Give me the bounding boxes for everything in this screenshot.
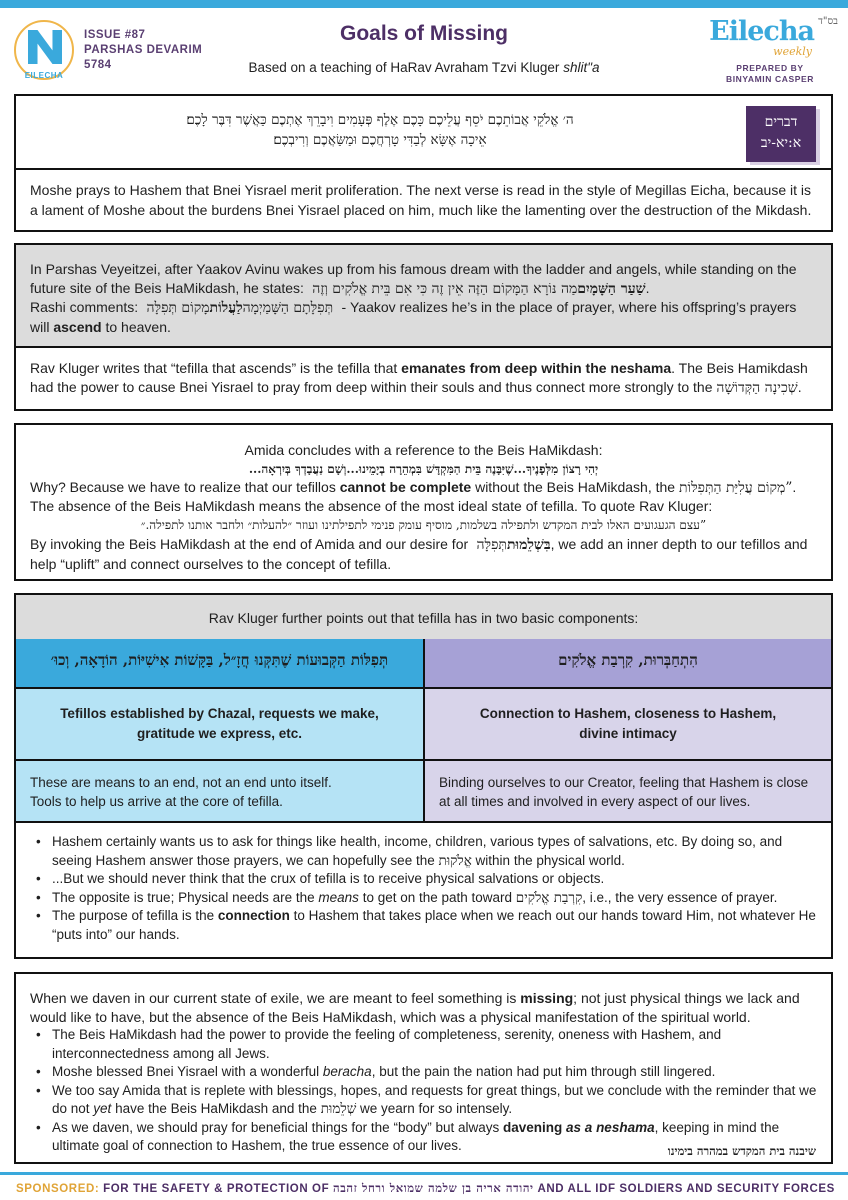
prepared-by bbox=[726, 63, 814, 85]
section-amida bbox=[14, 423, 833, 581]
sponsor-rest: AND ALL IDF SOLDIERS AND SECURITY FORCES bbox=[533, 1183, 835, 1195]
bullet-b4-text: As we daven, we should pray for beneficial things for the “body” but always bbox=[52, 1119, 503, 1135]
list-item bbox=[30, 1082, 817, 1119]
logo-text: EILECHA bbox=[24, 71, 64, 80]
kluger-end: . bbox=[797, 379, 802, 395]
connection-word: connection bbox=[217, 908, 290, 923]
why-text-2: without the Beis HaMikdash, the bbox=[471, 479, 679, 495]
list-item bbox=[30, 889, 817, 908]
missing-intro bbox=[30, 989, 817, 1027]
sponsor-text bbox=[16, 1179, 835, 1199]
column-head-right bbox=[425, 639, 831, 687]
n-logo-icon bbox=[28, 30, 62, 64]
subtitle-honorific: shlit"a bbox=[563, 60, 600, 75]
kluger-hebrew-quote: ”עצם הגעגועים האלו לבית המקדש ולתפילה בשלמות, מוסיף עומק פנימי לתפילתינו ועוזר ״להעלות״ ולחבר אותנו לתפילה.״ bbox=[140, 518, 707, 532]
left-description-line-2: Tools to help us arrive at the core of tefilla. bbox=[30, 794, 283, 809]
right-definition-cell bbox=[425, 689, 831, 759]
bullet-b3-text-2: have the Beis HaMikdash and the bbox=[111, 1101, 321, 1116]
rashi-hebrew-2: תְּפִלָּתָם הַשָּׁמַיְמָה bbox=[242, 300, 338, 316]
veyeitzei-paragraph bbox=[30, 260, 817, 299]
parsha-name: PARSHAS DEVARIM bbox=[84, 44, 203, 56]
bullet-4-text: The purpose of tefilla is the bbox=[52, 908, 218, 923]
veyeitzei-end: . bbox=[645, 280, 650, 296]
sponsor-footer bbox=[0, 1172, 848, 1200]
closing-hebrew: שיבנה בית המקדש במהרה בימינו bbox=[667, 1144, 816, 1158]
right-definition-line-1: Connection to Hashem, closeness to Hashem, bbox=[479, 706, 777, 721]
elokus-hebrew: אֱלֹקוּת bbox=[438, 852, 472, 869]
verse-book: דברים bbox=[764, 114, 798, 130]
invoke-text-1: By invoking the Beis HaMikdash at the end of Amida and our desire for bbox=[30, 536, 473, 552]
left-description-line-1: These are means to an end, not an end unto itself. bbox=[30, 775, 332, 790]
neshama-word: neshama bbox=[596, 1119, 655, 1135]
issue-number: ISSUE #87 bbox=[84, 29, 146, 41]
as-a-words: as a bbox=[566, 1119, 593, 1135]
amida-hebrew-quote: יְהִי רָצוֹן מִלְּפָנֶיךָ...שֶׁיִּבָּנֶה בֵּית הַמִּקְדָּשׁ בִּמְהֵרָה בְיָמֵינוּ...וְשָׁם נַעֲבָדְךָ בְּיִרְאָה... bbox=[248, 462, 599, 476]
section-components bbox=[14, 593, 833, 959]
missing-word: missing bbox=[520, 990, 574, 1006]
shleimus-hebrew: שְׁלֵמוּת bbox=[320, 1101, 357, 1117]
components-intro: Rav Kluger further points out that tefilla has in two basic components: bbox=[208, 610, 639, 626]
bishleimus-hebrew: בִּשְׁלֵמוּת bbox=[506, 537, 551, 553]
list-item bbox=[30, 907, 817, 944]
rashi-end: to heaven. bbox=[101, 319, 171, 335]
makom-aliyas-hebrew: ”מְקוֹם עֲלִיַּת הַתְּפִלּוֹת bbox=[678, 480, 793, 496]
sponsor-names: יהודה אריה בן שלמה שמואל ורחל זהבה bbox=[333, 1181, 534, 1195]
eilecha-logo bbox=[14, 20, 74, 80]
cannot-be-complete: cannot be complete bbox=[339, 479, 472, 495]
yet-word: yet bbox=[93, 1101, 112, 1116]
left-definition-line-1: Tefillos established by Chazal, requests we make, bbox=[60, 706, 379, 721]
left-definition-cell bbox=[16, 689, 425, 759]
prepared-label: PREPARED BY bbox=[736, 63, 804, 73]
missing-intro-text: When we daven in our current state of exile, we are meant to feel something is bbox=[30, 990, 521, 1006]
invoke-paragraph bbox=[30, 535, 817, 574]
column-head-right-hebrew: הִתְחַבְּרוּת, קִרְבַת אֱלֹקִים bbox=[558, 651, 698, 669]
sponsor-for: FOR THE SAFETY & PROTECTION OF bbox=[99, 1183, 333, 1195]
amida-intro: Amida concludes with a reference to the Beis HaMikdash: bbox=[244, 442, 603, 458]
bullet-b2-end: , but the pain the nation had put him through still lingered. bbox=[371, 1064, 716, 1079]
section-missing bbox=[14, 972, 833, 1164]
right-description: Binding ourselves to our Creator, feeling that Hashem is close at all times and involved in every aspect of our lives. bbox=[439, 775, 809, 809]
bullet-3-end: , i.e., the very essence of prayer. bbox=[582, 889, 778, 905]
kirvas-elokim-hebrew: קִרְבַת אֱלֹקִים bbox=[515, 889, 583, 906]
bullet-b4-end: , keeping in mind the ultimate goal of connection to Hashem, the true essence of our lives. bbox=[52, 1119, 780, 1153]
invoke-text-2: , we add an inner depth to our tefillos and help “uplift” and connect ourselves to the concept of tefilla. bbox=[30, 536, 808, 572]
components-divider-4 bbox=[16, 821, 831, 823]
veyeitzei-hebrew: מַה נּוֹרָא הַמָּקוֹם הַזֶּה אֵין זֶה כִּי אִם בֵּית אֱלֹקִים וְזֶה bbox=[307, 281, 578, 297]
verse-box bbox=[14, 94, 833, 232]
brand-sub: weekly bbox=[773, 45, 812, 58]
missing-intro-end: ; not just physical things we lack and would like to have, but the absence of the Beis HaMikdash, which was a physical manifestation of the spiritual world. bbox=[30, 990, 800, 1025]
verse-explanation: Moshe prays to Hashem that Bnei Yisrael merit proliferation. The next verse is read in the style of Megillas Eicha, because it is a lament of Moshe about the burdens Bnei Yisrael placed on him, much like the lamenting over the destruction of the Mikdash. bbox=[30, 182, 812, 218]
why-end: . bbox=[792, 479, 797, 495]
bullet-b3-end: we yearn for so intensely. bbox=[356, 1101, 513, 1116]
verse-line-1: ה׳ אֱלֹקֵי אֲבוֹתֵכֶם יֹסֵף עֲלֵיכֶם כָּכֶם אֶלֶף פְּעָמִים וִיבָרֵךְ אֶתְכֶם כַּאֲשֶׁר דִּבֶּר לָכֶם׃ bbox=[186, 112, 574, 128]
bullet-4-end: to Hashem that takes place when we reach out our hands toward Him, not whatever He “puts into” our hands. bbox=[52, 908, 816, 942]
column-head-left-hebrew: תְּפִלּוֹת הַקְּבוּעוֹת שֶׁתִּקְּנוּ חֲזָ״ל, בַּקָּשׁוֹת אִישִׁיּוֹת, הוֹדָאָה, וְכוּ׳ bbox=[50, 651, 389, 669]
right-definition bbox=[437, 704, 819, 744]
right-description-cell bbox=[425, 761, 831, 821]
left-definition-line-2: gratitude we express, etc. bbox=[136, 726, 303, 741]
footer-accent-line bbox=[0, 1172, 848, 1175]
section-ascend bbox=[14, 243, 833, 411]
rashi-hebrew-1: מָקוֹם תְּפִלָּה bbox=[142, 300, 210, 316]
page-subtitle bbox=[200, 58, 648, 77]
right-definition-line-2: divine intimacy bbox=[579, 726, 677, 741]
ascend-word: ascend bbox=[53, 319, 102, 335]
beracha-word: beracha bbox=[322, 1064, 372, 1079]
list-item: • ...But we should never think that the crux of tefilla is to receive physical salvations or objects. bbox=[30, 870, 817, 889]
rashi-paragraph bbox=[30, 298, 817, 337]
bsd-mark: בס"ד bbox=[818, 16, 838, 27]
davening-word: davening bbox=[503, 1119, 567, 1135]
page-title: Goals of Missing bbox=[339, 22, 509, 45]
shaar-hashamayim: שַׁעַר הַשָּׁמָיִם bbox=[577, 281, 646, 297]
list-item bbox=[30, 833, 817, 870]
list-item bbox=[30, 1063, 817, 1082]
verse-line-2: אֵיכָה אֶשָּׂא לְבַדִּי טָרְחֲכֶם וּמַשַּׂאֲכֶם וְרִיבְכֶם׃ bbox=[273, 132, 487, 148]
means-word: means bbox=[318, 889, 359, 905]
rashi-text: - Yaakov realizes he’s in the place of prayer, where his offspring’s prayers will bbox=[30, 299, 797, 335]
left-description-cell bbox=[16, 761, 425, 821]
verse-hebrew bbox=[106, 110, 654, 150]
subtitle-text: Based on a teaching of HaRav Avraham Tzvi Kluger bbox=[248, 60, 564, 75]
verse-chapter: א:יא-יב bbox=[760, 135, 802, 151]
bullet-3-text: The opposite is true; Physical needs are the bbox=[52, 889, 319, 905]
column-head-left bbox=[16, 639, 425, 687]
bullet-b2-text: Moshe blessed Bnei Yisrael with a wonderful bbox=[52, 1064, 323, 1079]
kluger-ascend-paragraph bbox=[30, 359, 817, 398]
issue-info bbox=[84, 28, 202, 73]
why-text-1: Why? Because we have to realize that our tefillos bbox=[30, 479, 340, 495]
veyeitzei-text: In Parshas Veyeitzei, after Yaakov Avinu wakes up from his famous dream with the ladder and angels, while standing on the future site of the Beis HaMikdash, he states: bbox=[30, 261, 797, 296]
list-item: • The Beis HaMikdash had the power to provide the feeling of completeness, serenity, oneness with Hashem, and interconnectedness among all Jews. bbox=[30, 1026, 817, 1063]
kluger-text-1: Rav Kluger writes that “tefilla that ascends” is the tefilla that bbox=[30, 360, 402, 376]
tefilla-hebrew: תְּפִלָּה bbox=[472, 537, 507, 553]
bullet-1-end: within the physical world. bbox=[471, 852, 625, 868]
missing-bullets bbox=[30, 1026, 817, 1156]
bullet-1-text: Hashem certainly wants us to ask for things like health, income, children, various types of salvations, etc. By doing so, and seeing Hashem answer those prayers, we can hopefully see the bbox=[52, 834, 783, 868]
left-definition bbox=[28, 704, 411, 744]
year: 5784 bbox=[84, 59, 112, 71]
shechina-hebrew: שְׁכִינָה הַקְּדוֹשָׁה bbox=[716, 380, 798, 396]
absence-paragraph: The absence of the Beis HaMikdash means the absence of the most ideal state of tefilla. To quote Rav Kluger: bbox=[30, 498, 713, 514]
components-bullets bbox=[30, 833, 817, 944]
sponsored-label: SPONSORED: bbox=[16, 1183, 100, 1195]
kluger-text-2: . The Beis Hamikdash had the power to cause Bnei Yisrael to pray from deep within their souls and thus connect more strongly to the bbox=[30, 360, 808, 395]
rashi-label: Rashi comments: bbox=[30, 299, 143, 315]
left-description bbox=[30, 773, 409, 811]
rashi-hebrew-bold: לַעֲלוֹת bbox=[209, 300, 243, 316]
section-ascend-divider bbox=[16, 346, 831, 348]
verse-divider bbox=[16, 168, 831, 170]
brand-logo: Eilecha bbox=[709, 16, 814, 47]
verse-reference bbox=[746, 106, 816, 162]
bullet-b3-text: We too say Amida that is replete with blessings, hopes, and requests for great things, but we conclude with the reminder that we do not bbox=[52, 1082, 817, 1116]
top-accent-bar bbox=[0, 0, 848, 8]
bullet-3-text-2: to get on the path toward bbox=[358, 889, 516, 905]
why-paragraph bbox=[30, 478, 817, 498]
author-name: BINYAMIN CASPER bbox=[725, 74, 814, 84]
neshama-phrase: emanates from deep within the neshama bbox=[401, 360, 672, 376]
